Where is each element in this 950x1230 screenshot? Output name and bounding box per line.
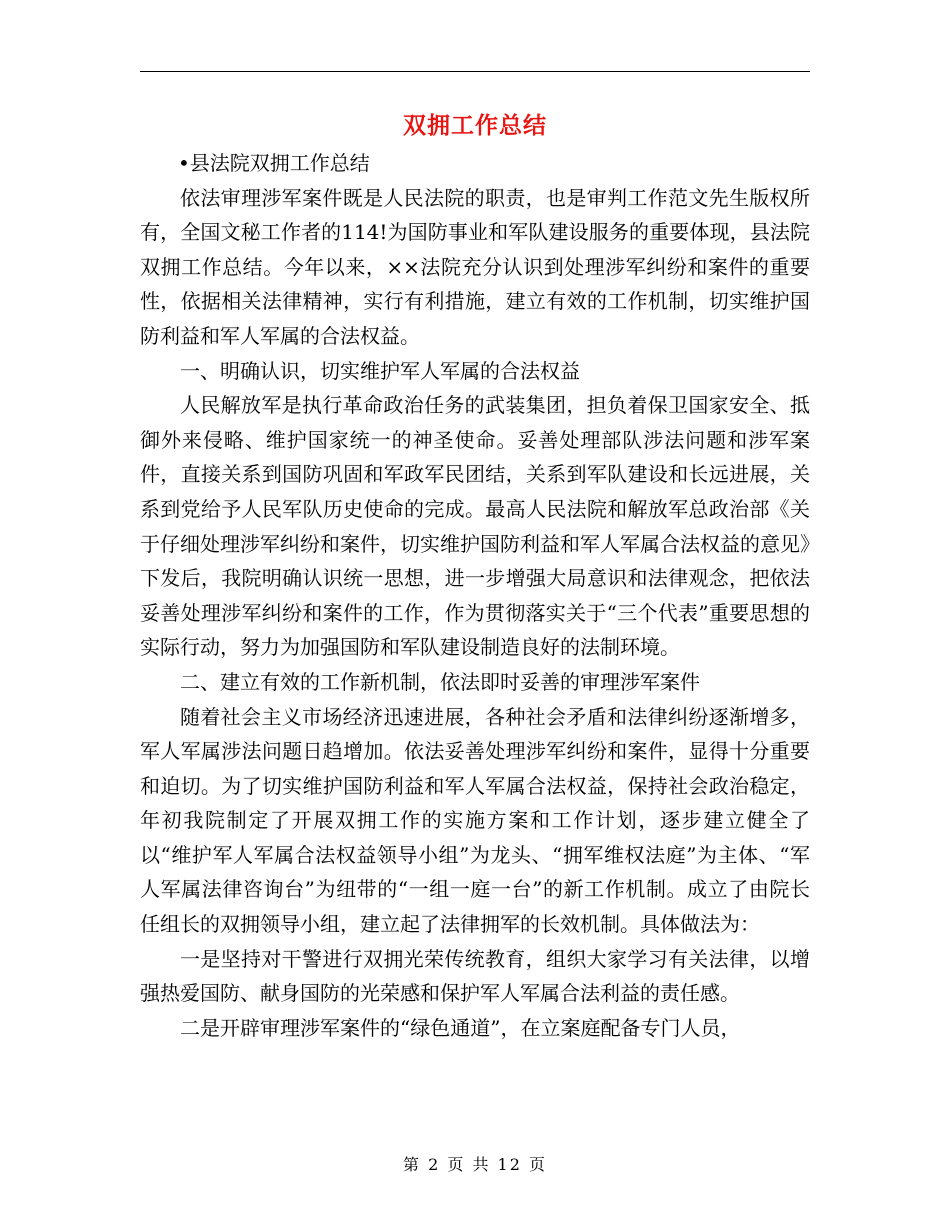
document-title: 双拥工作总结 bbox=[403, 113, 547, 139]
subtitle-bullet: •县法院双拥工作总结 bbox=[178, 151, 370, 175]
header-rule bbox=[140, 71, 810, 72]
document-body bbox=[140, 146, 810, 1045]
section-heading-2: 二、建立有效的工作新机制，依法即时妥善的审理涉军案件 bbox=[180, 669, 700, 694]
paragraph-section-2: 随着社会主义市场经济迅速进展，各种社会矛盾和法律纠纷逐渐增多，军人军属涉法问题日趋增加。依法妥善处理涉军纠纷和案件，显得十分重要和迫切。为了切实维护国防利益和军人军属合法权益，保持社会政治稳定，年初我院制定了开展双拥工作的实施方案和工作计划，逐步建立健全了以“维护军人军属合法权益领导小组”为龙头、“拥军维权法庭”为主体、“军人军属法律咨询台”为纽带的“一组一庭一台”的新工作机制。成立了由院长任组长的双拥领导小组，建立起了法律拥军的长效机制。具体做法为： bbox=[140, 704, 810, 937]
page-number: 第 2 页 共 12 页 bbox=[403, 1155, 547, 1174]
section-heading-1: 一、明确认识，切实维护军人军属的合法权益 bbox=[180, 358, 580, 383]
paragraph-intro: 依法审理涉军案件既是人民法院的职责，也是审判工作范文先生版权所有，全国文秘工作者的114!为国防事业和军队建设服务的重要体现，县法院双拥工作总结。今年以来，××法院充分认识到处理涉军纠纷和案件的重要性，依据相关法律精神，实行有利措施，建立有效的工作机制，切实维护国防利益和军人军属的合法权益。 bbox=[140, 185, 810, 348]
paragraph-section-1: 人民解放军是执行革命政治任务的武装集团，担负着保卫国家安全、抵御外来侵略、维护国家统一的神圣使命。妥善处理部队涉法问题和涉军案件，直接关系到国防巩固和军政军民团结，关系到军队建设和长远进展，关系到党给予人民军队历史使命的完成。最高人民法院和解放军总政治部《关于仔细处理涉军纠纷和案件，切实维护国防利益和军人军属合法权益的意见》下发后，我院明确认识统一思想，进一步增强大局意识和法律观念，把依法妥善处理涉军纠纷和案件的工作，作为贯彻落实关于“三个代表”重要思想的实际行动，努力为加强国防和军队建设制造良好的法制环境。 bbox=[140, 393, 810, 660]
paragraph-measure-2: 二是开辟审理涉军案件的“绿色通道”，在立案庭配备专门人员， bbox=[180, 1015, 741, 1040]
paragraph-measure-1: 一是坚持对干警进行双拥光荣传统教育，组织大家学习有关法律，以增强热爱国防、献身国防的光荣感和保护军人军属合法利益的责任感。 bbox=[140, 946, 810, 1006]
